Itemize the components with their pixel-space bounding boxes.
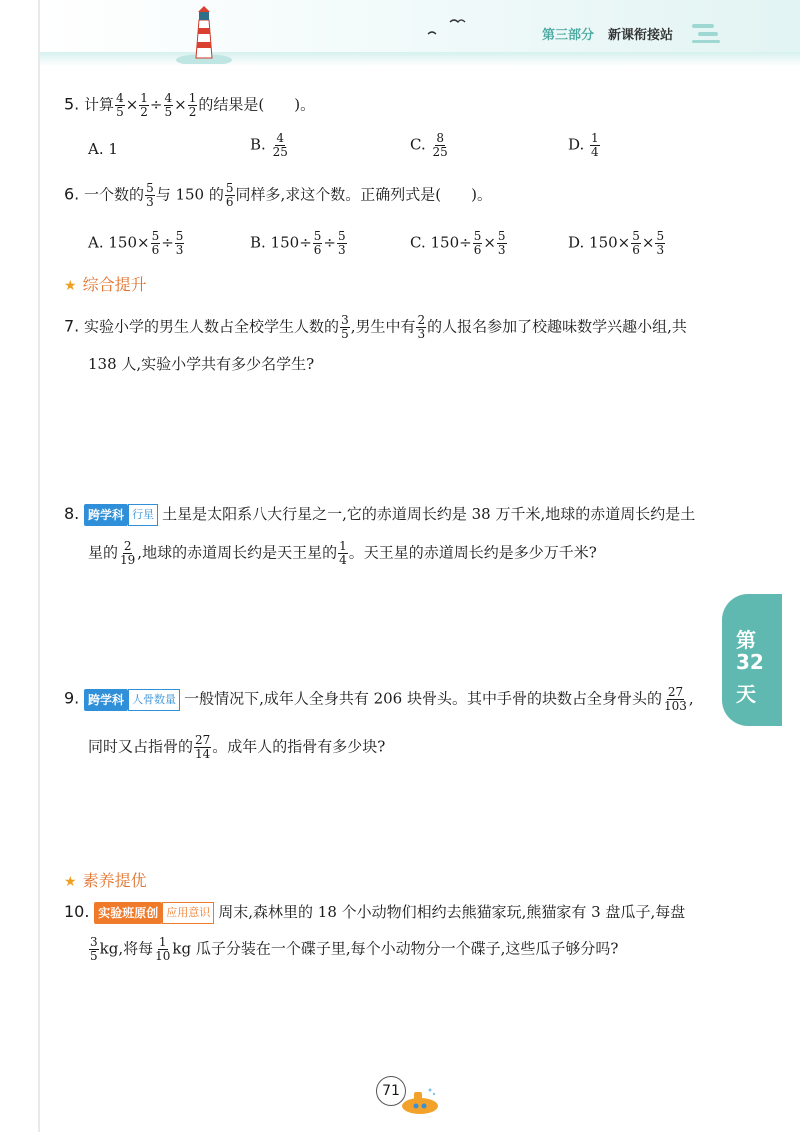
fraction: $\frac{1}{2}$ <box>140 91 148 119</box>
topic-tag: 应用意识 <box>162 902 214 924</box>
day-tab <box>722 594 782 726</box>
submarine-icon <box>396 1086 442 1116</box>
q10-line-2: $\frac{3}{5}$ kg,将每 $\frac{1}{10}$ kg 瓜子分装在一个碟子里,每个小动物分一个碟子,这些瓜子够分吗? <box>90 935 619 963</box>
question-6: 6. 一个数的 $\frac{5}{3}$ 与 150 的 $\frac{5}{6}$ 同样多,求这个数。正确列式是( )。 <box>64 181 492 209</box>
cross-subject-tag: 跨学科 <box>84 689 128 711</box>
q6-option-b[interactable]: B. 150÷ $\frac{5}{6}$ ÷ $\frac{5}{3}$ <box>250 229 346 257</box>
q6-option-c[interactable]: C. 150÷ $\frac{5}{6}$ × $\frac{5}{3}$ <box>410 229 506 257</box>
q5-option-c[interactable]: C. $\frac{8}{25}$ <box>410 131 448 159</box>
q5-text-end: 的结果是( )。 <box>198 95 316 114</box>
day-tab-number: 32 <box>736 650 764 674</box>
q6-option-a[interactable]: A. 150× $\frac{5}{6}$ ÷ $\frac{5}{3}$ <box>88 229 184 257</box>
question-number: 5. <box>64 94 80 114</box>
cross-subject-tag: 跨学科 <box>84 504 128 526</box>
q5-option-d[interactable]: D. $\frac{1}{4}$ <box>568 131 599 159</box>
question-number: 6. <box>64 184 80 204</box>
question-10: 10. 实验班原创 应用意识 周末,森林里的 18 个小动物们相约去熊猫家玩,熊猫家有 3 盘瓜子,每盘 <box>64 902 685 924</box>
page-edge <box>38 0 40 1132</box>
header-decoration-icon <box>688 18 724 46</box>
fraction: $\frac{4}{5}$ <box>116 91 124 119</box>
q5-option-b[interactable]: B. $\frac{4}{25}$ <box>250 131 288 159</box>
question-number: 7. <box>64 316 80 336</box>
q6-option-d[interactable]: D. 150× $\frac{5}{6}$ × $\frac{5}{3}$ <box>568 229 665 257</box>
operator: × <box>174 95 187 114</box>
q5-option-a[interactable]: A. 1 <box>88 140 118 158</box>
page-number: 71 <box>376 1076 406 1106</box>
q7-line-2: 138 人,实验小学共有多少名学生? <box>88 355 315 373</box>
question-number: 9. <box>64 688 80 708</box>
star-icon: ★ <box>64 874 77 890</box>
topic-tag: 人骨数量 <box>128 689 180 711</box>
fraction: $\frac{4}{5}$ <box>164 91 173 119</box>
section-heading-comprehensive: ★ 综合提升 <box>64 275 147 294</box>
q9-line-2: 同时又占指骨的 $\frac{27}{14}$ 。成年人的指骨有多少块? <box>88 733 386 761</box>
header-site-label: 新课衔接站 <box>608 28 674 43</box>
lighthouse-icon <box>176 2 232 64</box>
question-number: 8. <box>64 504 80 523</box>
header-wave <box>40 52 800 66</box>
original-tag: 实验班原创 <box>94 902 162 924</box>
operator: ÷ <box>149 95 163 114</box>
day-tab-char-2: 天 <box>736 682 756 706</box>
star-icon: ★ <box>64 278 77 294</box>
question-number: 10. <box>64 902 90 921</box>
question-8: 8. 跨学科 行星 土星是太阳系八大行星之一,它的赤道周长约是 38 万千米,地球的赤道周长约是土 <box>64 504 695 526</box>
header-part-label: 第三部分 <box>542 28 595 43</box>
q8-line-2: 星的 $\frac{2}{19}$ ,地球的赤道周长约是天王星的 $\frac{1}{4}$ 。天王星的赤道周长约是多少万千米? <box>88 539 597 567</box>
section-heading-literacy: ★ 素养提优 <box>64 871 147 890</box>
question-7: 7. 实验小学的男生人数占全校学生人数的 $\frac{3}{5}$ ,男生中有 $\frac{2}{3}$ 的人报名参加了校趣味数学兴趣小组,共 <box>64 313 687 341</box>
question-9: 9. 跨学科 人骨数量 一般情况下,成年人全身共有 206 块骨头。其中手骨的块数占全身骨头的 $\frac{27}{103}$ , <box>64 685 694 713</box>
topic-tag: 行星 <box>128 504 158 526</box>
operator: × <box>125 95 139 114</box>
birds-icon <box>424 16 468 38</box>
day-tab-char-1: 第 <box>736 628 756 652</box>
q5-text: 计算 <box>84 95 115 114</box>
question-5 <box>64 92 315 119</box>
fraction: $\frac{1}{2}$ <box>188 91 197 119</box>
